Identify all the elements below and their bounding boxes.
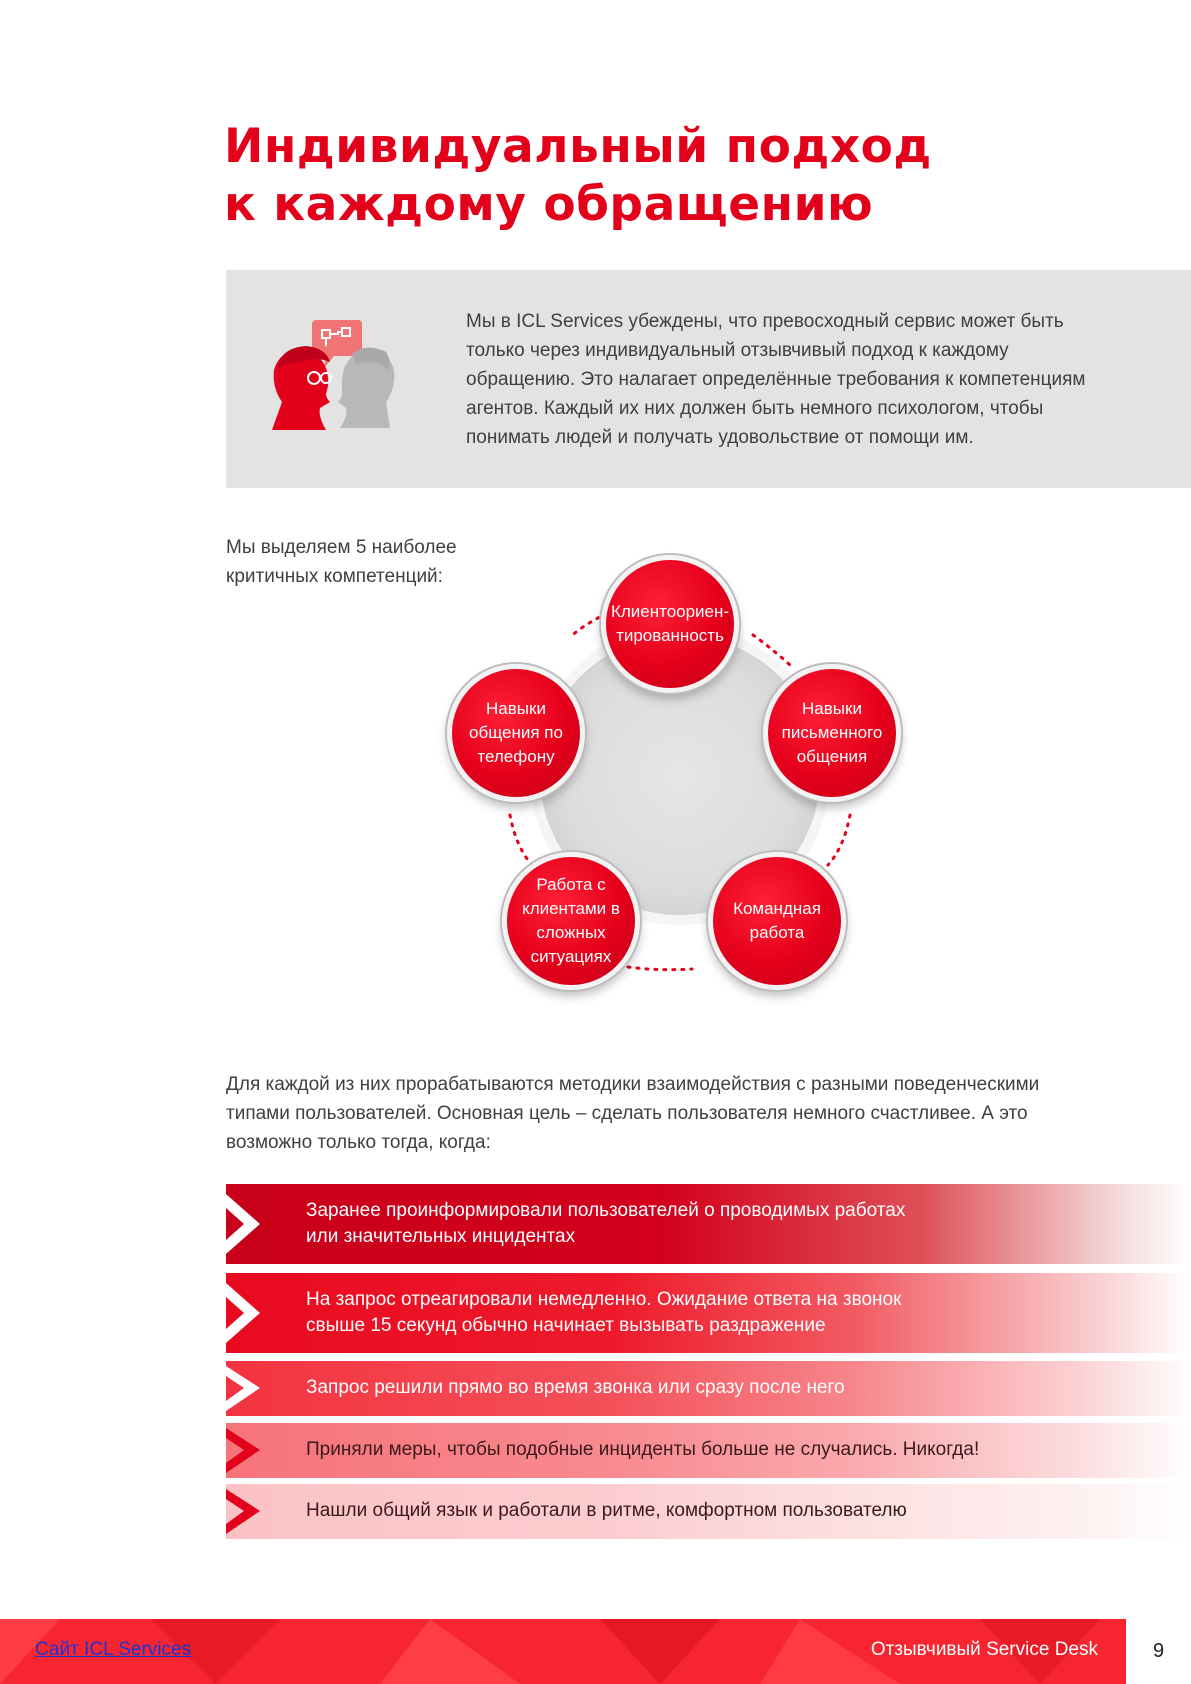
condition-text-line-2: или значительных инцидентах	[306, 1226, 576, 1247]
chevron-right-icon	[226, 1361, 272, 1416]
chevron-right-icon	[226, 1273, 272, 1353]
page-number: 9	[1126, 1619, 1191, 1684]
methods-paragraph: Для каждой из них прорабатываются методики взаимодействия с разными поведенческими типами пользователей. Основная цель – сделать пользователя немного счастливее. А это возможно только тогда, когда:	[226, 1074, 1040, 1153]
competency-phone-communication-label: Навыки общения по телефону	[469, 699, 563, 766]
condition-text-line-2: свыше 15 секунд обычно начинает вызывать раздражение	[306, 1315, 826, 1336]
chevron-right-icon	[226, 1184, 272, 1264]
footer-bar	[0, 1619, 1126, 1684]
condition-text-line-1: Приняли меры, чтобы подобные инциденты больше не случались. Никогда!	[306, 1439, 980, 1460]
condition-text	[306, 1375, 845, 1401]
condition-text-line-1: Запрос решили прямо во время звонка или сразу после него	[306, 1377, 845, 1398]
condition-item	[226, 1423, 1191, 1478]
chevron-right-icon	[226, 1423, 272, 1478]
intro-box	[226, 270, 1191, 488]
intro-text: Мы в ICL Services убеждены, что превосходный сервис может быть только через индивидуальный отзывчивый подход к каждому обращению. Это налагает определённые требования к компетенциям агентов. Каждый их них должен быть немного психологом, чтобы понимать людей и получать удовольствие от помощи им.	[466, 311, 1086, 448]
competency-difficult-situations-label: Работа с клиентами в сложных ситуациях	[522, 875, 620, 966]
condition-text	[306, 1498, 907, 1524]
page-footer	[0, 1619, 1191, 1684]
competency-written-communication-label: Навыки письменного общения	[781, 699, 883, 766]
condition-item	[226, 1273, 1191, 1353]
icl-services-site-link[interactable]: Сайт ICL Services	[35, 1639, 192, 1660]
competency-customer-orientation	[601, 555, 739, 693]
condition-text	[306, 1437, 979, 1463]
competency-written-communication	[763, 664, 901, 802]
chevron-right-icon	[226, 1484, 272, 1539]
condition-text-line-1: Нашли общий язык и работали в ритме, комфортном пользователю	[306, 1500, 907, 1521]
condition-text-line-1: Заранее проинформировали пользователей о проводимых работах	[306, 1200, 906, 1221]
competencies-diagram	[430, 535, 930, 1035]
competency-phone-communication	[447, 664, 585, 802]
page-title-line-2: к каждому обращению	[224, 177, 874, 232]
condition-item	[226, 1184, 1191, 1264]
people-dialog-icon	[256, 318, 416, 438]
condition-item	[226, 1484, 1191, 1539]
page-title-line-1: Индивидуальный подход	[224, 119, 932, 174]
condition-text	[306, 1287, 901, 1339]
footer-document-title: Отзывчивый Service Desk	[870, 1639, 1098, 1660]
competency-customer-orientation-label: Клиентоориен-тированность	[610, 602, 730, 645]
competency-difficult-situations	[502, 852, 640, 990]
condition-item	[226, 1361, 1191, 1416]
condition-text	[306, 1198, 905, 1250]
competency-teamwork-label: Командная работа	[733, 899, 821, 942]
competencies-lead: Мы выделяем 5 наиболее критичных компетенций:	[226, 537, 457, 587]
page-title	[224, 118, 932, 234]
condition-text-line-1: На запрос отреагировали немедленно. Ожидание ответа на звонок	[306, 1289, 902, 1310]
competency-teamwork	[708, 852, 846, 990]
